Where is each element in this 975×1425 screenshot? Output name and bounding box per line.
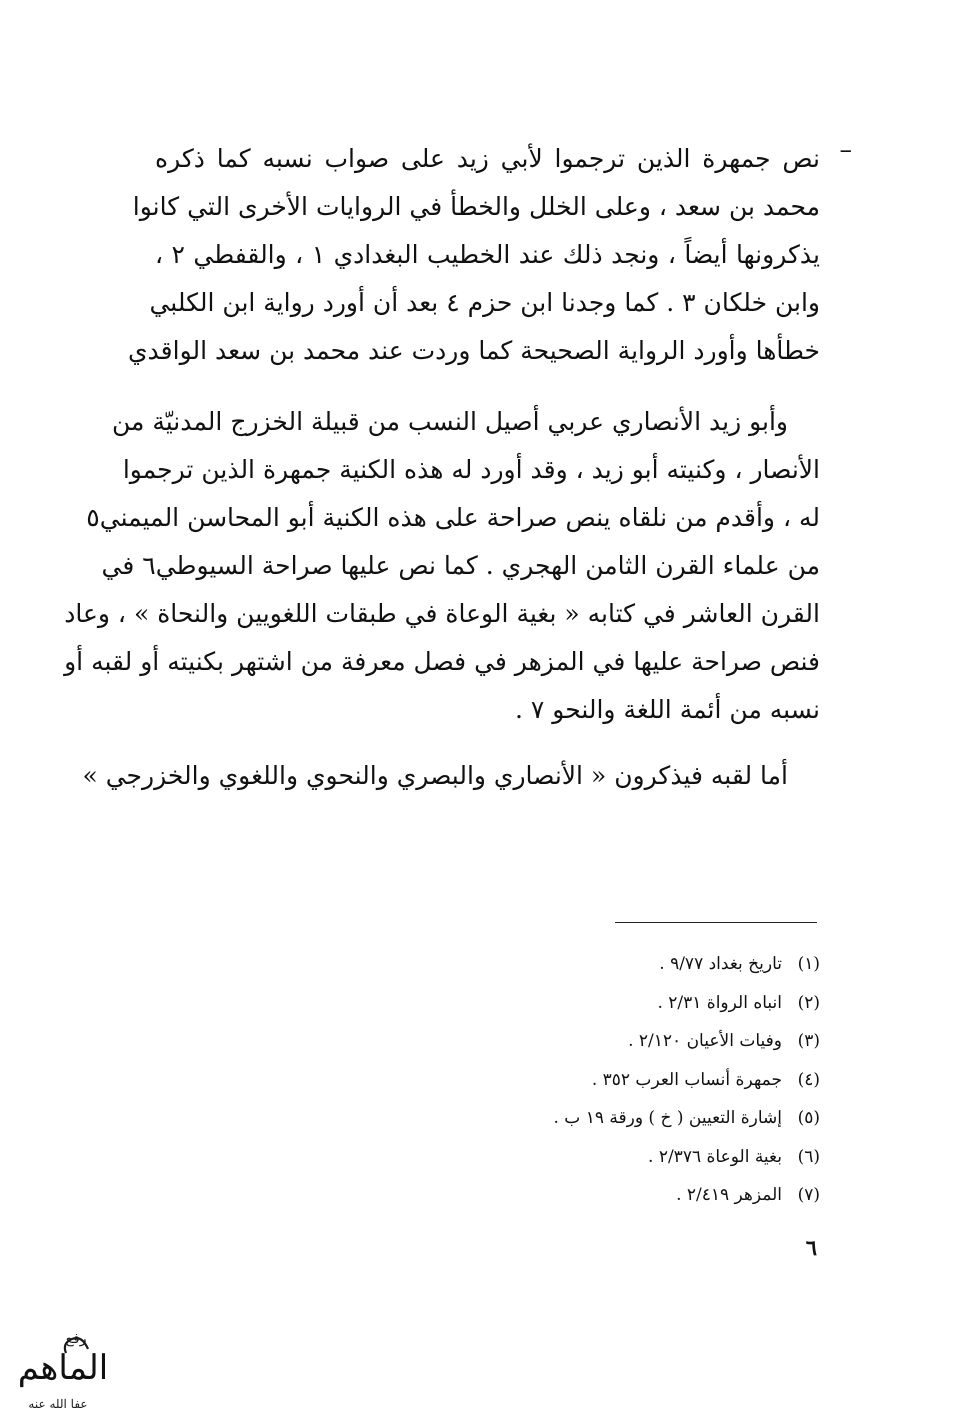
footnote-text: جمهرة أنساب العرب ٣٥٢ . — [591, 1069, 782, 1090]
footnote — [400, 945, 820, 984]
footnote-number: (٢) — [797, 992, 820, 1013]
paragraph-2 — [64, 398, 820, 734]
footnote — [400, 1176, 820, 1215]
paragraph-1-line: يذكرونها أيضاً ، ونجد ذلك عند الخطيب البغدادي ١ ، والقفطي ٢ ، — [155, 240, 820, 269]
footnote-text: بغية الوعاة ٢/٣٧٦ . — [648, 1146, 782, 1167]
footnote-number: (٤) — [797, 1069, 820, 1090]
footnote-number: (٥) — [797, 1108, 820, 1128]
footnote — [400, 984, 820, 1023]
footnote-number: (٦) — [797, 1146, 820, 1167]
footnote — [400, 1061, 820, 1100]
paragraph-3 — [82, 752, 820, 800]
stamp-bottom-phrase: عفا الله عنه — [28, 1397, 88, 1411]
paragraph-1 — [127, 135, 852, 375]
page-number: ٦ — [805, 1235, 817, 1260]
paragraph-3-line: أما لقبه فيذكرون « الأنصاري والبصري والنحوي واللغوي والخزرجي » — [82, 761, 788, 790]
footnote-text: تاريخ بغداد ٩/٧٧ . — [659, 954, 782, 974]
footnote-text: انباه الرواة ٢/٣١ . — [657, 992, 782, 1013]
paragraph-2-line: من علماء القرن الثامن الهجري . كما نص عليها صراحة السيوطي٦ في — [101, 551, 820, 580]
footnote-text: إشارة التعيين ( خ ) ورقة ١٩ ب . — [553, 1108, 782, 1128]
paragraph-2-line: له ، وأقدم من نلقاه ينص صراحة على هذه الكنية أبو المحاسن الميمني٥ — [86, 503, 820, 532]
footnote-number: (١) — [797, 954, 820, 974]
paragraph-2-line: نسبه من أئمة اللغة والنحو ٧ . — [514, 695, 820, 724]
footnote-separator — [615, 922, 817, 923]
paragraph-1-line: خطأها وأورد الرواية الصحيحة كما وردت عند محمد بن سعد الواقدي — [127, 336, 820, 365]
stamp-main-word: الماهم — [17, 1348, 109, 1388]
footnotes-list — [400, 945, 820, 1215]
footnote — [400, 1022, 820, 1061]
footnote-number: (٣) — [797, 1031, 820, 1051]
paragraph-2-line: فنص صراحة عليها في المزهر في فصل معرفة من اشتهر بكنيته أو لقبه أو — [64, 647, 820, 676]
stamp-top-word: رفع — [65, 1331, 87, 1347]
paragraph-2-line: القرن العاشر في كتابه « بغية الوعاة في طبقات اللغويين والنحاة » ، وعاد — [64, 599, 820, 628]
paragraph-1-line: نص جمهرة الذين ترجموا لأبي زيد على صواب نسبه كما ذكره — [155, 144, 820, 173]
paragraph-1-line: محمد بن سعد ، وعلى الخلل والخطأ في الروايات الأخرى التي كانوا — [132, 192, 820, 221]
bullet-dash: – — [839, 135, 852, 164]
paragraph-2-line: الأنصار ، وكنيته أبو زيد ، وقد أورد له هذه الكنية جمهرة الذين ترجموا — [122, 455, 820, 484]
footnote-text: وفيات الأعيان ٢/١٢٠ . — [628, 1031, 782, 1051]
paragraph-1-line: وابن خلكان ٣ . كما وجدنا ابن حزم ٤ بعد أن أورد رواية ابن الكلبي — [149, 288, 820, 317]
footnote — [400, 1138, 820, 1177]
paragraph-2-line: وأبو زيد الأنصاري عربي أصيل النسب من قبيلة الخزرج المدنيّة من — [111, 407, 788, 436]
footnote-number: (٧) — [797, 1185, 820, 1205]
footnote-text: المزهر ٢/٤١٩ . — [676, 1185, 782, 1205]
uploader-stamp-logo — [8, 1315, 113, 1415]
footnote — [400, 1099, 820, 1138]
